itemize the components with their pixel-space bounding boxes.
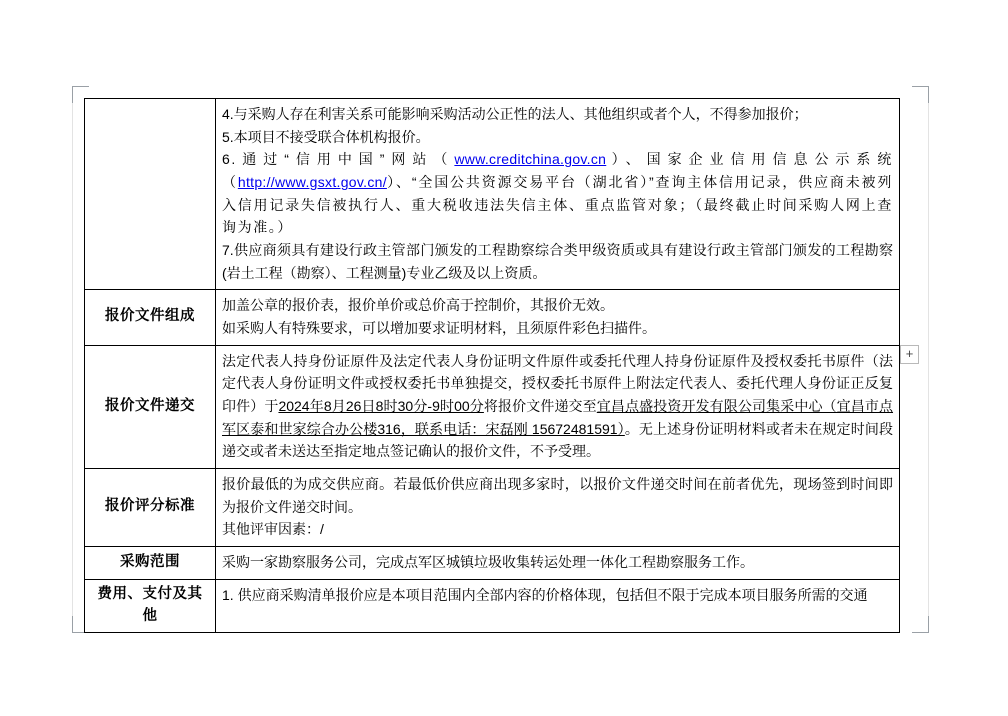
table-row	[85, 547, 900, 580]
row-label-bid-composition: 报价文件组成	[85, 290, 216, 345]
submission-place: 宜昌点盛投资开发有限公司集采中心（宜昌市点军区泰和世家综合办公楼316，联系电话：宋磊刚 15672481591）	[222, 398, 894, 437]
paragraph-item-6: 6.通过“信用中国”网站（www.creditchina.gov.cn）、国家企业信用信息公示系统（http://www.gsxt.gov.cn/）、“全国公共资源交易平台（湖北省）”查询主体信用记录，供应商未被列入信用记录失信被执行人、重大税收违法失信主体、重点监管对象；（最终截止时间采购人网上查询为准。）	[222, 151, 893, 236]
table-row	[85, 579, 900, 633]
crop-mark-bottom-right	[912, 616, 929, 633]
table-row	[85, 290, 900, 345]
table-row	[85, 469, 900, 547]
page-right-guide	[928, 86, 929, 616]
row-label-fees: 费用、支付及其他	[85, 579, 216, 633]
page-left-guide	[72, 86, 73, 616]
gsxt-link[interactable]: http://www.gsxt.gov.cn/	[237, 174, 387, 191]
table-add-row-handle[interactable]: +	[900, 345, 919, 364]
paragraph: 加盖公章的报价表，报价单价或总价高于控制价，其报价无效。	[222, 297, 614, 314]
row-content-bid-submission	[216, 345, 900, 468]
submission-datetime: 2024年8月26日8时30分-9时00分	[278, 398, 484, 415]
paragraph: 采购一家勘察服务公司，完成点军区城镇垃圾收集转运处理一体化工程勘察服务工作。	[222, 554, 754, 571]
creditchina-link[interactable]: www.creditchina.gov.cn	[454, 151, 607, 168]
table-row	[85, 99, 900, 290]
row-label-scope: 采购范围	[85, 547, 216, 580]
paragraph: 法定代表人持身份证原件及法定代表人身份证明文件原件或委托代理人持身份证原件及授权委托书原件（法定代表人身份证明文件或授权委托书单独提交，授权委托书原件上附法定代表人、委托代理人身份证正反复印件）于2024年8月26日8时30分-9时00分将报价文件递交至宜昌点盛投资开发有限公司集采中心（宜昌市点军区泰和世家综合办公楼316，联系电话：宋磊刚 15672481591）。无上述身份证明材料或者未在规定时间段递交或者未送达至指定地点签记确认的报价文件，不予受理。	[222, 352, 894, 460]
paragraph-item-5: 5.本项目不接受联合体机构报价。	[222, 128, 430, 145]
row-content-qualification	[216, 99, 900, 290]
paragraph: 1. 供应商采购清单报价应是本项目范围内全部内容的价格体现，包括但不限于完成本项目服务所需的交通	[222, 586, 868, 603]
row-label-scoring-standard: 报价评分标准	[85, 469, 216, 547]
row-content-scope	[216, 547, 900, 580]
table-row	[85, 345, 900, 468]
row-content-fees	[216, 579, 900, 633]
row-label-bid-submission: 报价文件递交	[85, 345, 216, 468]
paragraph: 其他评审因素：/	[222, 521, 324, 538]
row-label-qualification	[85, 99, 216, 290]
row-content-scoring-standard	[216, 469, 900, 547]
paragraph-item-7: 7.供应商须具有建设行政主管部门颁发的工程勘察综合类甲级资质或具有建设行政主管部门颁发的工程勘察(岩土工程（勘察）、工程测量)专业乙级及以上资质。	[222, 242, 893, 281]
requirements-table	[84, 98, 900, 633]
paragraph-item-4: 4.与采购人存在利害关系可能影响采购活动公正性的法人、其他组织或者个人，不得参加报价；	[222, 106, 808, 122]
crop-mark-top-right	[912, 86, 929, 103]
row-content-bid-composition	[216, 290, 900, 345]
paragraph: 报价最低的为成交供应商。若最低价供应商出现多家时，以报价文件递交时间在前者优先，现场签到时间即为报价文件递交时间。	[222, 476, 893, 515]
paragraph: 如采购人有特殊要求，可以增加要求证明材料，且须原件彩色扫描件。	[222, 320, 656, 337]
